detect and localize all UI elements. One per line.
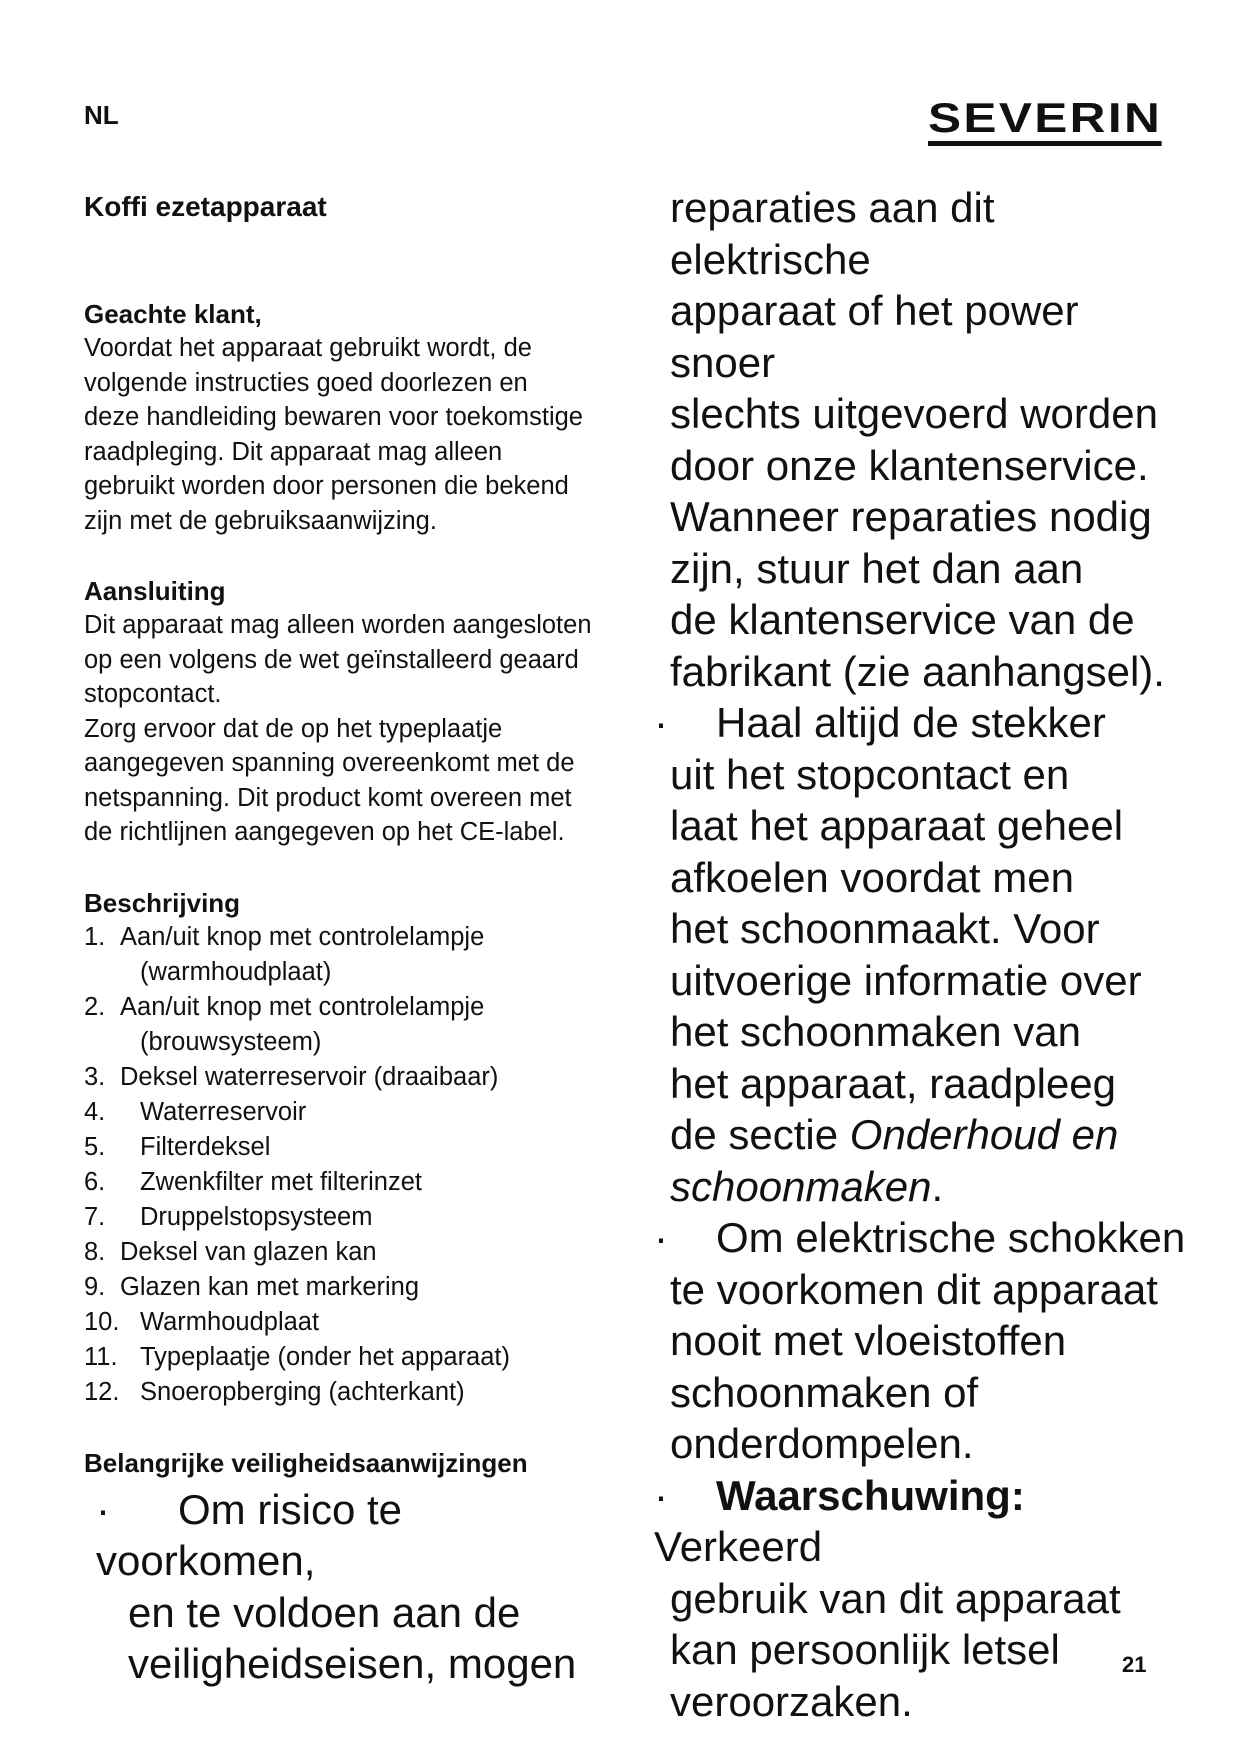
connection-line: Dit apparaat mag alleen worden aangesloten [84, 611, 592, 639]
bullet-icon: · [654, 699, 668, 746]
connection-section [84, 574, 624, 850]
connection-line: stopcontact. [84, 680, 222, 708]
bullet-icon: · [654, 1214, 668, 1261]
unplug-line: afkoelen voordat men [670, 853, 1074, 901]
document-title: Koffi ezetapparaat [84, 191, 327, 222]
list-item: 9. Glazen kan met markering [84, 1272, 420, 1301]
list-item: 5. Filterdeksel [84, 1132, 271, 1161]
list-item: 2. Aan/uit knop met controlelampje (brouwsysteem) [84, 992, 485, 1056]
unplug-bullet-line: · Haal altijd de stekker [654, 697, 1190, 749]
list-item: 11. Typeplaatje (onder het apparaat) [84, 1342, 510, 1371]
warning-line: veroorzaken. [670, 1677, 913, 1725]
right-column [654, 182, 1190, 1727]
repair-line: de klantenservice van de [670, 596, 1135, 643]
unplug-line: het schoonmaakt. Voor [670, 905, 1100, 952]
shock-line: nooit met vloeistoffen [670, 1317, 1067, 1364]
list-item: 10. Warmhoudplaat [84, 1307, 320, 1336]
greeting-line: deze handleiding bewaren voor toekomstige [84, 403, 583, 431]
warning-line: gebruik van dit apparaat [670, 1574, 1121, 1622]
greeting-heading: Geachte klant, [84, 299, 262, 329]
greeting-line: gebruikt worden door personen die bekend [84, 472, 569, 500]
greeting-line: volgende instructies goed doorlezen en [84, 368, 528, 397]
unplug-line: uitvoerige informatie over [670, 956, 1142, 1004]
list-item: 8. Deksel van glazen kan [84, 1237, 377, 1266]
list-item: 4. Waterreservoir [84, 1097, 307, 1126]
repair-line: zijn, stuur het dan aan [670, 544, 1084, 592]
section-reference-line: de sectie Onderhoud en [670, 1111, 1119, 1158]
warning-bullet-line: · Waarschuwing: Verkeerd [654, 1471, 1025, 1570]
safety-heading: Belangrijke veiligheidsaanwijzingen [84, 1447, 528, 1478]
unplug-line: uit het stopcontact en [670, 750, 1070, 798]
shock-line: te voorkomen dit apparaat [670, 1265, 1158, 1313]
list-item: 1. Aan/uit knop met controlelampje (warmhoudplaat) [84, 922, 485, 986]
list-item: 6. Zwenkfilter met filterinzet [84, 1167, 422, 1196]
shock-bullet-line: · Om elektrische schokken [654, 1212, 1190, 1264]
list-item: 12. Snoeropberging (achterkant) [84, 1377, 465, 1406]
parts-list [84, 920, 624, 1410]
shock-line: onderdompelen. [670, 1420, 974, 1467]
connection-line: Zorg ervoor dat de op het typeplaatje [84, 714, 503, 743]
language-code: NL [84, 100, 119, 130]
connection-line: netspanning. Dit product komt overeen met [84, 783, 572, 812]
warning-line: kan persoonlijk letsel [670, 1626, 1060, 1673]
repair-line: slechts uitgevoerd worden [670, 390, 1158, 437]
repair-line: apparaat of het power snoer [670, 287, 1079, 386]
safety-line: en te voldoen aan de [128, 1588, 521, 1636]
greeting-line: zijn met de gebruiksaanwijzing. [84, 506, 437, 535]
unplug-line: laat het apparaat geheel [670, 802, 1124, 849]
warning-label: Waarschuwing: [716, 1471, 1025, 1519]
connection-heading: Aansluiting [84, 576, 226, 606]
repair-line: reparaties aan dit elektrische [670, 184, 995, 283]
page-number: 21 [1122, 1652, 1147, 1677]
connection-line: aangegeven spanning overeenkomt met de [84, 749, 575, 777]
shock-line: schoonmaken of [670, 1368, 979, 1416]
brand-logo: SEVERIN [928, 96, 1162, 146]
section-reference-line: schoonmaken. [670, 1162, 944, 1210]
greeting-line: raadpleging. Dit apparaat mag alleen [84, 437, 503, 466]
connection-line: op een volgens de wet geïnstalleerd geaard [84, 645, 579, 674]
connection-line: de richtlijnen aangegeven op het CE-label. [84, 818, 565, 846]
list-item: 7. Druppelstopsysteem [84, 1202, 373, 1231]
description-heading: Beschrijving [84, 887, 241, 918]
unplug-line: het apparaat, raadpleeg [670, 1059, 1117, 1107]
safety-bullet-line: · Om risico te voorkomen, [96, 1485, 403, 1584]
unplug-line: het schoonmaken van [670, 1008, 1081, 1055]
repair-line: door onze klantenservice. [670, 441, 1149, 489]
greeting-section [84, 297, 624, 538]
greeting-line: Voordat het apparaat gebruikt wordt, de [84, 334, 532, 362]
safety-line: veiligheidseisen, mogen [128, 1640, 577, 1687]
repair-line: fabrikant (zie aanhangsel). [670, 647, 1165, 695]
safety-section [84, 1446, 624, 1690]
bullet-icon: · [96, 1485, 110, 1533]
repair-line: Wanneer reparaties nodig [670, 493, 1152, 540]
bullet-icon: · [654, 1471, 668, 1519]
list-item: 3. Deksel waterreservoir (draaibaar) [84, 1062, 499, 1091]
left-column [84, 190, 624, 1690]
description-section [84, 886, 624, 1410]
